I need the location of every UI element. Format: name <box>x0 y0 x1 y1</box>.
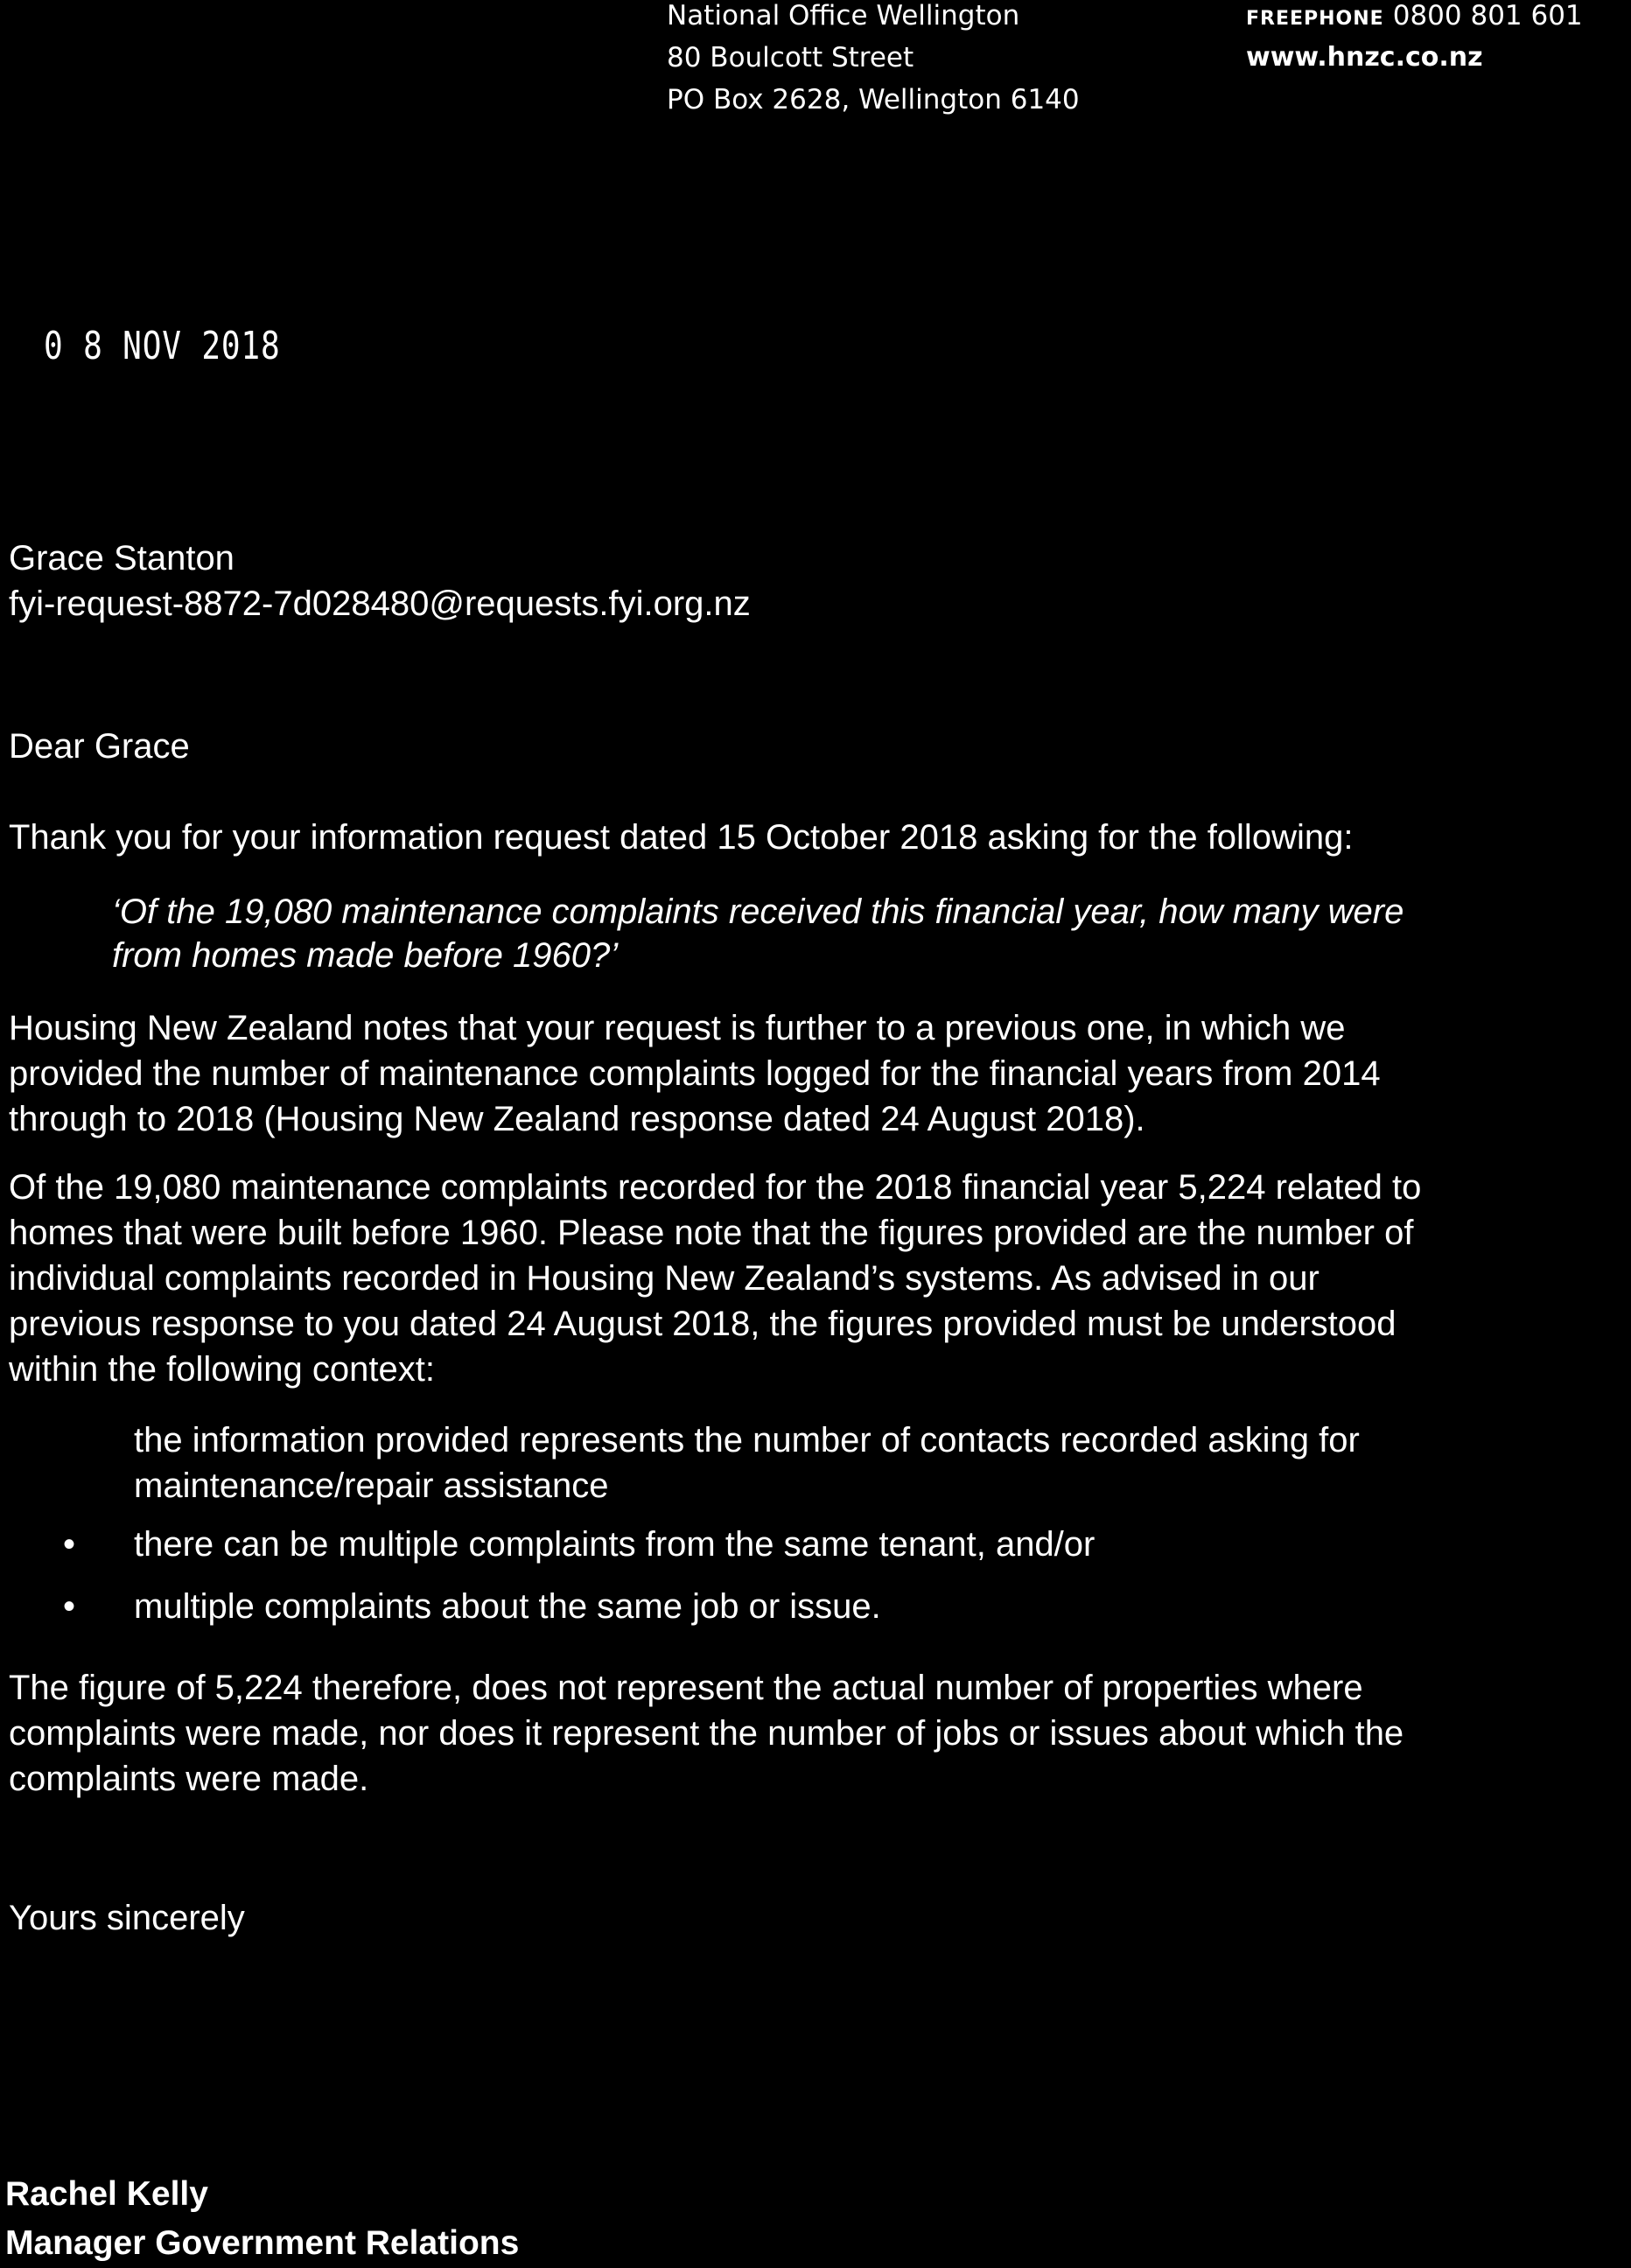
paragraph-line: complaints were made. <box>9 1760 369 1798</box>
website-link[interactable]: www.hnzc.co.nz <box>1246 42 1483 73</box>
paragraph-line: Housing New Zealand notes that your request is further to a previous one, in which we <box>9 1009 1346 1047</box>
freephone-line <box>1246 0 1583 37</box>
closing: Yours sincerely <box>9 1899 245 1937</box>
salutation: Dear Grace <box>9 727 190 766</box>
address-line: National Office Wellington <box>667 0 1020 32</box>
bullet-line: the information provided represents the number of contacts recorded asking for <box>134 1421 1360 1460</box>
paragraph-line: within the following context: <box>9 1350 435 1389</box>
freephone-label: FREEPHONE <box>1246 8 1384 30</box>
paragraph-line: Of the 19,080 maintenance complaints recorded for the 2018 financial year 5,224 related to <box>9 1168 1422 1207</box>
paragraph-line: provided the number of maintenance complaints logged for the financial years from 2014 <box>9 1054 1381 1093</box>
quote-line: from homes made before 1960?’ <box>112 936 619 975</box>
quote-line: ‘Of the 19,080 maintenance complaints received this financial year, how many were <box>112 892 1404 931</box>
recipient-name: Grace Stanton <box>9 539 234 578</box>
letterhead-contact <box>1246 0 1583 79</box>
paragraph-line: previous response to you dated 24 August 2018, the figures provided must be understood <box>9 1305 1396 1343</box>
request-quote <box>112 890 1404 977</box>
bullet-marker: • <box>63 1525 76 1564</box>
paragraph-line: complaints were made, nor does it represent the number of jobs or issues about which the <box>9 1714 1404 1753</box>
address-line: 80 Boulcott Street <box>667 42 914 74</box>
recipient-block <box>9 536 751 626</box>
paragraph-line: through to 2018 (Housing New Zealand response dated 24 August 2018). <box>9 1100 1145 1138</box>
paragraph-line: The figure of 5,224 therefore, does not represent the actual number of properties where <box>9 1669 1363 1707</box>
signatory-title: Manager Government Relations <box>5 2224 520 2262</box>
letterhead-address <box>667 0 1080 121</box>
signatory-block <box>5 2170 519 2268</box>
paragraph-line: homes that were built before 1960. Please note that the figures provided are the number of <box>9 1214 1414 1252</box>
paragraph-previous-request <box>9 1005 1381 1142</box>
paragraph-complaints-figures <box>9 1165 1421 1392</box>
bullet-line: maintenance/repair assistance <box>134 1466 609 1505</box>
address-line: PO Box 2628, Wellington 6140 <box>667 84 1080 116</box>
date-stamp: 0 8 NOV 2018 <box>44 324 281 368</box>
intro-paragraph: Thank you for your information request dated 15 October 2018 asking for the following: <box>9 818 1354 857</box>
paragraph-line: individual complaints recorded in Housing New Zealand’s systems. As advised in our <box>9 1259 1320 1298</box>
paragraph-figure-caveat <box>9 1665 1404 1802</box>
bullet-line: there can be multiple complaints from the same tenant, and/or <box>134 1525 1096 1564</box>
recipient-email: fyi-request-8872-7d028480@requests.fyi.org.nz <box>9 584 751 623</box>
bullet-line: multiple complaints about the same job or issue. <box>134 1587 881 1626</box>
freephone-number: 0800 801 601 <box>1392 0 1583 32</box>
signatory-name: Rachel Kelly <box>5 2175 208 2213</box>
bullet-marker: • <box>63 1587 76 1626</box>
